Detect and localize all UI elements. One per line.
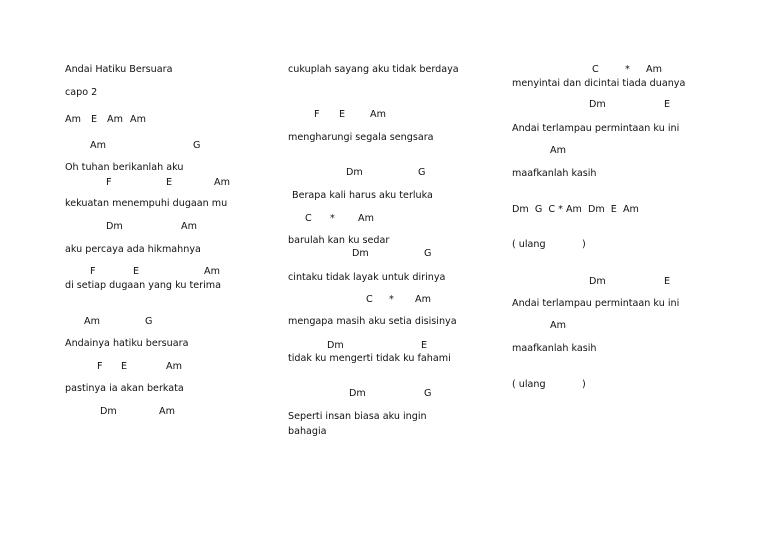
- chord-progression: Dm G C * Am Dm E Am: [512, 204, 639, 215]
- chord: Dm: [352, 248, 369, 259]
- chord: E: [121, 361, 128, 372]
- chord: Dm: [327, 340, 344, 351]
- lyric-line: Seperti insan biasa aku ingin: [288, 411, 427, 422]
- chord: E: [166, 177, 173, 188]
- chord: C: [305, 213, 312, 224]
- song-title: Andai Hatiku Bersuara: [65, 64, 173, 75]
- chord: F: [97, 361, 103, 372]
- lyric-line: tidak ku mengerti tidak ku fahami: [288, 353, 451, 364]
- intro-chord: E: [91, 114, 98, 125]
- lyric-line: mengharungi segala sengsara: [288, 132, 434, 143]
- chord: E: [664, 276, 671, 287]
- lyric-line: Oh tuhan berikanlah aku: [65, 162, 184, 173]
- chord: Am: [646, 64, 662, 75]
- chord: *: [625, 64, 630, 75]
- chord: F: [314, 109, 320, 120]
- chord: Am: [415, 294, 431, 305]
- chord: *: [389, 294, 394, 305]
- chord: Dm: [589, 99, 606, 110]
- chord: G: [418, 167, 426, 178]
- chord: Dm: [349, 388, 366, 399]
- chord: Am: [166, 361, 182, 372]
- chord: Am: [370, 109, 386, 120]
- chord: G: [424, 248, 432, 259]
- chord: Am: [358, 213, 374, 224]
- chord: Dm: [346, 167, 363, 178]
- lyric-line: cintaku tidak layak untuk dirinya: [288, 272, 446, 283]
- chord: Am: [550, 145, 566, 156]
- chord: Dm: [100, 406, 117, 417]
- lyric-line: Berapa kali harus aku terluka: [292, 190, 433, 201]
- chord: E: [664, 99, 671, 110]
- chord: G: [193, 140, 201, 151]
- chord: Am: [550, 320, 566, 331]
- chord: E: [133, 266, 140, 277]
- repeat-marker: ( ulang: [512, 379, 546, 390]
- lyric-line: pastinya ia akan berkata: [65, 383, 184, 394]
- chord: C: [366, 294, 373, 305]
- lyric-line: maafkanlah kasih: [512, 168, 597, 179]
- chord: E: [339, 109, 346, 120]
- lyric-line: Andai terlampau permintaan ku ini: [512, 298, 680, 309]
- chord: Am: [204, 266, 220, 277]
- lyric-line: maafkanlah kasih: [512, 343, 597, 354]
- chord: Am: [90, 140, 106, 151]
- lyric-line: menyintai dan dicintai tiada duanya: [512, 78, 686, 89]
- chord: F: [106, 177, 112, 188]
- chord: F: [90, 266, 96, 277]
- chord: *: [330, 213, 335, 224]
- chord: Dm: [589, 276, 606, 287]
- chord: E: [421, 340, 428, 351]
- chord: Am: [214, 177, 230, 188]
- chord: C: [592, 64, 599, 75]
- chord: Am: [159, 406, 175, 417]
- capo-note: capo 2: [65, 87, 98, 98]
- lyric-line: bahagia: [288, 426, 327, 437]
- lyric-line: aku percaya ada hikmahnya: [65, 244, 201, 255]
- lyric-line: Andai terlampau permintaan ku ini: [512, 123, 680, 134]
- chord: Am: [181, 221, 197, 232]
- chord: G: [424, 388, 432, 399]
- repeat-marker: ( ulang: [512, 239, 546, 250]
- intro-chord: Am: [130, 114, 146, 125]
- intro-chord: Am: [107, 114, 123, 125]
- lyric-line: kekuatan menempuhi dugaan mu: [65, 198, 228, 209]
- chord: G: [145, 316, 153, 327]
- chord: Dm: [106, 221, 123, 232]
- lyric-line: cukuplah sayang aku tidak berdaya: [288, 64, 459, 75]
- repeat-marker-close: ): [582, 379, 586, 390]
- repeat-marker-close: ): [582, 239, 586, 250]
- lyric-line: mengapa masih aku setia disisinya: [288, 316, 457, 327]
- chord: Am: [84, 316, 100, 327]
- lyric-line: Andainya hatiku bersuara: [65, 338, 189, 349]
- lyric-line: di setiap dugaan yang ku terima: [65, 280, 221, 291]
- lyric-line: barulah kan ku sedar: [288, 235, 390, 246]
- intro-chord: Am: [65, 114, 81, 125]
